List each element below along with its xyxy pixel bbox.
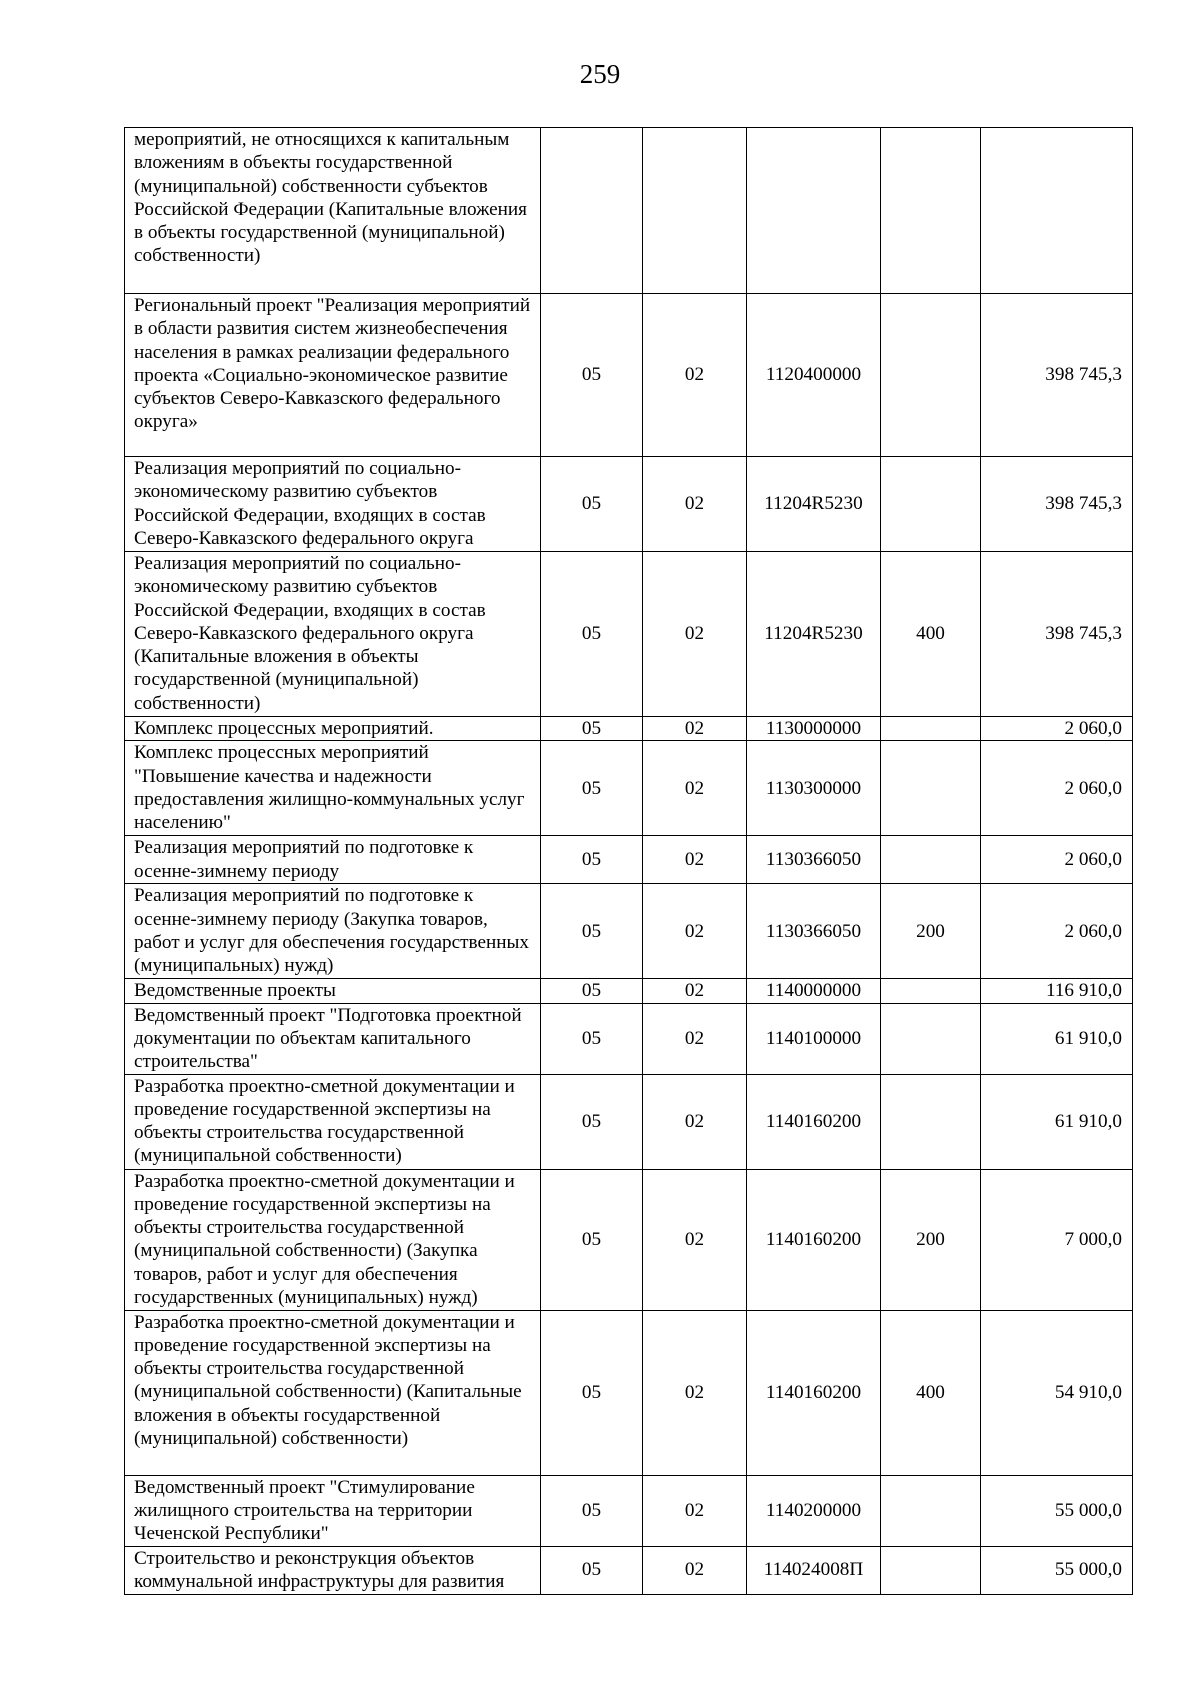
target-article-code xyxy=(747,128,881,294)
row-description: Региональный проект "Реализация мероприятий в области развития систем жизнеобеспечения населения в рамках реализации федерального проекта «Социально-экономическое развитие субъектов Северо-Кавказского федерального округа» xyxy=(125,294,541,457)
table-row xyxy=(125,457,1133,552)
target-article-code: 114024008П xyxy=(747,1546,881,1594)
expense-type-code xyxy=(881,1475,981,1546)
section-code: 05 xyxy=(541,1310,643,1475)
table-row xyxy=(125,884,1133,979)
row-description: Комплекс процессных мероприятий "Повышение качества и надежности предоставления жилищно-коммунальных услуг населению" xyxy=(125,741,541,836)
target-article-code: 11204R5230 xyxy=(747,457,881,552)
amount: 54 910,0 xyxy=(981,1310,1133,1475)
table-row xyxy=(125,979,1133,1003)
subsection-code: 02 xyxy=(643,457,747,552)
expense-type-code: 400 xyxy=(881,1310,981,1475)
subsection-code: 02 xyxy=(643,1074,747,1169)
target-article-code: 1140160200 xyxy=(747,1074,881,1169)
subsection-code: 02 xyxy=(643,1546,747,1594)
section-code: 05 xyxy=(541,1169,643,1310)
expense-type-code: 400 xyxy=(881,552,981,717)
target-article-code: 1130366050 xyxy=(747,836,881,884)
amount: 2 060,0 xyxy=(981,884,1133,979)
target-article-code: 11204R5230 xyxy=(747,552,881,717)
table-row xyxy=(125,717,1133,741)
section-code: 05 xyxy=(541,552,643,717)
amount: 61 910,0 xyxy=(981,1074,1133,1169)
expense-type-code xyxy=(881,836,981,884)
section-code: 05 xyxy=(541,836,643,884)
target-article-code: 1140000000 xyxy=(747,979,881,1003)
section-code xyxy=(541,128,643,294)
amount: 55 000,0 xyxy=(981,1546,1133,1594)
section-code: 05 xyxy=(541,1074,643,1169)
table-row xyxy=(125,1546,1133,1594)
section-code: 05 xyxy=(541,884,643,979)
target-article-code: 1140200000 xyxy=(747,1475,881,1546)
amount: 7 000,0 xyxy=(981,1169,1133,1310)
amount: 61 910,0 xyxy=(981,1003,1133,1074)
subsection-code: 02 xyxy=(643,836,747,884)
amount: 2 060,0 xyxy=(981,741,1133,836)
target-article-code: 1140100000 xyxy=(747,1003,881,1074)
section-code: 05 xyxy=(541,717,643,741)
table-row xyxy=(125,294,1133,457)
row-description: Реализация мероприятий по подготовке к осенне-зимнему периоду (Закупка товаров, работ и услуг для обеспечения государственных (муниципальных) нужд) xyxy=(125,884,541,979)
target-article-code: 1130000000 xyxy=(747,717,881,741)
row-description: Реализация мероприятий по подготовке к осенне-зимнему периоду xyxy=(125,836,541,884)
expense-type-code xyxy=(881,128,981,294)
section-code: 05 xyxy=(541,979,643,1003)
row-description: Ведомственный проект "Подготовка проектной документации по объектам капитального строительства" xyxy=(125,1003,541,1074)
expense-type-code xyxy=(881,1003,981,1074)
table-row xyxy=(125,836,1133,884)
expense-type-code xyxy=(881,1546,981,1594)
amount xyxy=(981,128,1133,294)
expense-type-code: 200 xyxy=(881,884,981,979)
expense-type-code xyxy=(881,979,981,1003)
target-article-code: 1130300000 xyxy=(747,741,881,836)
section-code: 05 xyxy=(541,1003,643,1074)
target-article-code: 1130366050 xyxy=(747,884,881,979)
subsection-code: 02 xyxy=(643,1310,747,1475)
subsection-code: 02 xyxy=(643,979,747,1003)
subsection-code: 02 xyxy=(643,1169,747,1310)
row-description: Ведомственный проект "Стимулирование жилищного строительства на территории Чеченской Республики" xyxy=(125,1475,541,1546)
section-code: 05 xyxy=(541,294,643,457)
row-description: Разработка проектно-сметной документации и проведение государственной экспертизы на объекты строительства государственной (муниципальной собственности) xyxy=(125,1074,541,1169)
section-code: 05 xyxy=(541,457,643,552)
expense-type-code xyxy=(881,1074,981,1169)
page-number: 259 xyxy=(579,59,621,89)
expense-type-code xyxy=(881,717,981,741)
subsection-code: 02 xyxy=(643,1475,747,1546)
amount: 398 745,3 xyxy=(981,457,1133,552)
expense-type-code: 200 xyxy=(881,1169,981,1310)
expense-type-code xyxy=(881,457,981,552)
row-description: Реализация мероприятий по социально-экономическому развитию субъектов Российской Федерации, входящих в состав Северо-Кавказского федерального округа xyxy=(125,457,541,552)
subsection-code xyxy=(643,128,747,294)
budget-table xyxy=(124,127,1133,1595)
amount: 55 000,0 xyxy=(981,1475,1133,1546)
table-row xyxy=(125,741,1133,836)
subsection-code: 02 xyxy=(643,741,747,836)
table-row xyxy=(125,128,1133,294)
section-code: 05 xyxy=(541,741,643,836)
subsection-code: 02 xyxy=(643,884,747,979)
table-row xyxy=(125,1003,1133,1074)
table-row xyxy=(125,1310,1133,1475)
table-row xyxy=(125,552,1133,717)
subsection-code: 02 xyxy=(643,552,747,717)
section-code: 05 xyxy=(541,1475,643,1546)
row-description: Ведомственные проекты xyxy=(125,979,541,1003)
target-article-code: 1120400000 xyxy=(747,294,881,457)
target-article-code: 1140160200 xyxy=(747,1310,881,1475)
expense-type-code xyxy=(881,294,981,457)
row-description: Строительство и реконструкция объектов коммунальной инфраструктуры для развития xyxy=(125,1546,541,1594)
amount: 398 745,3 xyxy=(981,552,1133,717)
row-description: Разработка проектно-сметной документации и проведение государственной экспертизы на объекты строительства государственной (муниципальной собственности) (Капитальные вложения в объекты государственной (муниципальной) собственности) xyxy=(125,1310,541,1475)
target-article-code: 1140160200 xyxy=(747,1169,881,1310)
amount: 2 060,0 xyxy=(981,717,1133,741)
row-description: мероприятий, не относящихся к капитальным вложениям в объекты государственной (муниципальной) собственности субъектов Российской Федерации (Капитальные вложения в объекты государственной (муниципальной) собственности) xyxy=(125,128,541,294)
subsection-code: 02 xyxy=(643,717,747,741)
amount: 398 745,3 xyxy=(981,294,1133,457)
amount: 2 060,0 xyxy=(981,836,1133,884)
row-description: Комплекс процессных мероприятий. xyxy=(125,717,541,741)
section-code: 05 xyxy=(541,1546,643,1594)
subsection-code: 02 xyxy=(643,1003,747,1074)
table-row xyxy=(125,1475,1133,1546)
row-description: Реализация мероприятий по социально-экономическому развитию субъектов Российской Федерации, входящих в состав Северо-Кавказского федерального округа (Капитальные вложения в объекты государственной (муниципальной) собственности) xyxy=(125,552,541,717)
row-description: Разработка проектно-сметной документации и проведение государственной экспертизы на объекты строительства государственной (муниципальной собственности) (Закупка товаров, работ и услуг для обеспечения государственных (муниципальных) нужд) xyxy=(125,1169,541,1310)
table-row xyxy=(125,1074,1133,1169)
subsection-code: 02 xyxy=(643,294,747,457)
expense-type-code xyxy=(881,741,981,836)
table-row xyxy=(125,1169,1133,1310)
amount: 116 910,0 xyxy=(981,979,1133,1003)
